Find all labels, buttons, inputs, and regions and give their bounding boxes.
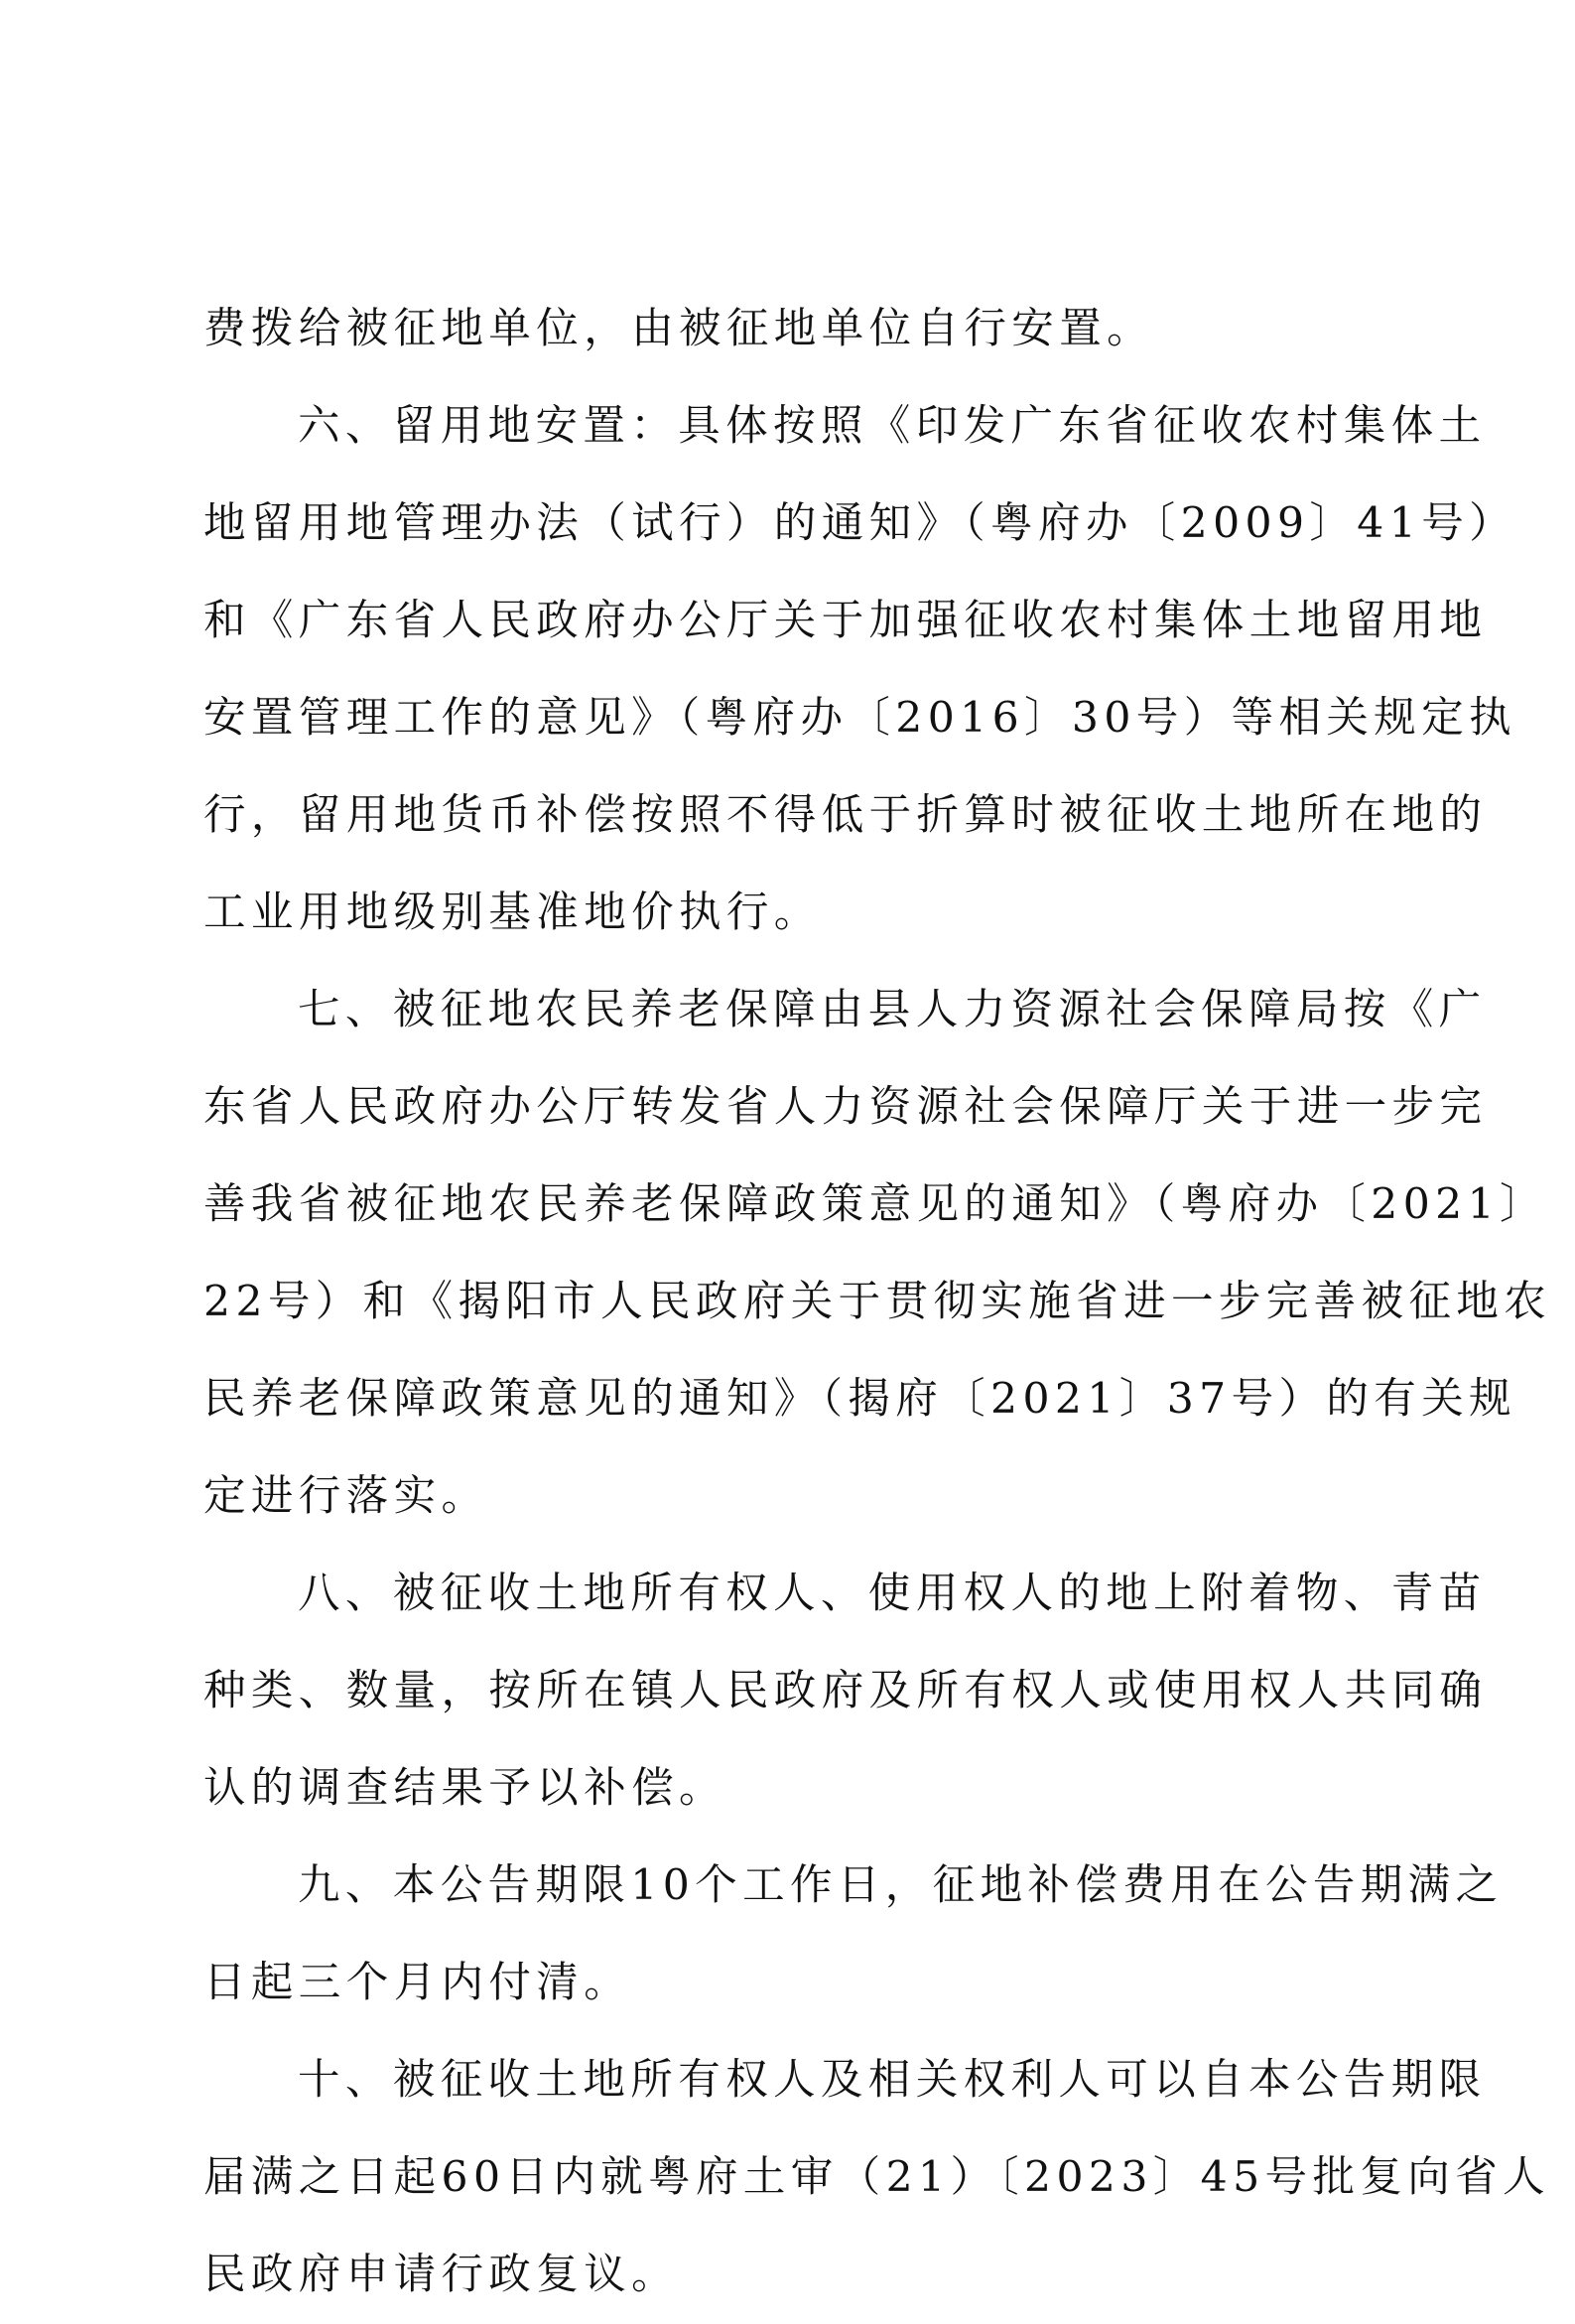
text-line: 东省人民政府办公厅转发省人力资源社会保障厅关于进一步完: [203, 1083, 1488, 1132]
text-line: 七、被征地农民养老保障由县人力资源社会保障局按《广: [298, 986, 1487, 1034]
text-line: 民养老保障政策意见的通知》（揭府〔2021〕37号）的有关规: [203, 1375, 1516, 1424]
text-line: 八、被征收土地所有权人、使用权人的地上附着物、青苗: [298, 1570, 1487, 1618]
text-line: 行，留用地货币补偿按照不得低于折算时被征收土地所在地的: [203, 791, 1488, 840]
text-line: 工业用地级别基准地价执行。: [203, 889, 822, 937]
text-line: 定进行落实。: [203, 1472, 489, 1521]
text-line: 届满之日起60日内就粤府土审（21）〔2023〕45号批复向省人: [203, 2153, 1550, 2202]
text-line: 善我省被征地农民养老保障政策意见的通知》（粤府办〔2021〕: [203, 1180, 1547, 1229]
text-line: 费拨给被征地单位，由被征地单位自行安置。: [203, 305, 1155, 353]
text-line: 十、被征收土地所有权人及相关权利人可以自本公告期限: [298, 2056, 1487, 2105]
text-line: 日起三个月内付清。: [203, 1959, 632, 2007]
text-line: 认的调查结果予以补偿。: [203, 1764, 726, 1813]
text-line: 安置管理工作的意见》（粤府办〔2016〕30号）等相关规定执: [203, 694, 1516, 743]
text-line: 22号）和《揭阳市人民政府关于贯彻实施省进一步完善被征地农: [203, 1278, 1552, 1326]
text-line: 九、本公告期限10个工作日，征地补偿费用在公告期满之: [298, 1861, 1504, 1910]
text-line: 民政府申请行政复议。: [203, 2251, 680, 2299]
text-line: 和《广东省人民政府办公厅关于加强征收农村集体土地留用地: [203, 597, 1488, 645]
text-line: 地留用地管理办法（试行）的通知》（粤府办〔2009〕41号）: [203, 499, 1516, 548]
document-body: [203, 281, 1552, 2324]
text-line: 六、留用地安置：具体按照《印发广东省征收农村集体土: [298, 402, 1487, 451]
text-line: 种类、数量，按所在镇人民政府及所有权人或使用权人共同确: [203, 1667, 1488, 1715]
